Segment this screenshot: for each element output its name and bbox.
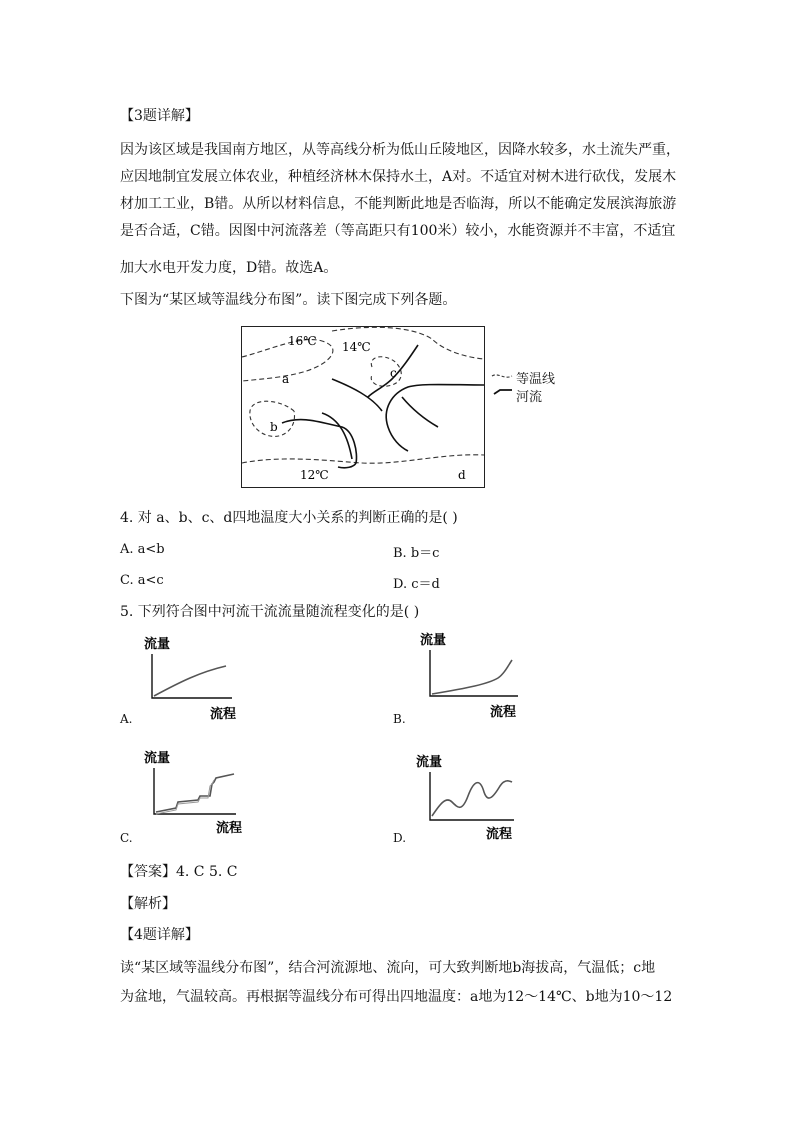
q5-graph-d <box>414 752 534 844</box>
q3-line-2: 应因地制宜发展立体农业，种植经济林木保持水土，A对。不适宜对树木进行砍伐，发展木 <box>120 169 677 185</box>
graph-c-xlabel: 流程 <box>216 821 243 836</box>
graph-c-ylabel: 流量 <box>144 751 171 766</box>
legend-isotherm-label: 等温线 <box>516 372 556 387</box>
isotherm-c-basin <box>371 357 401 387</box>
graph-b-ylabel: 流量 <box>420 633 447 648</box>
graph-d-ylabel: 流量 <box>416 755 443 770</box>
q4-option-d: D. c＝d <box>393 577 440 592</box>
q4-option-b: B. b＝c <box>393 546 440 561</box>
graph-c-curve-shadow <box>156 780 214 814</box>
analysis-heading: 【解析】 <box>120 896 176 912</box>
graph-b-curve <box>432 660 512 694</box>
graph-a-xlabel: 流程 <box>210 707 237 722</box>
isotherm-12 <box>242 455 484 463</box>
graph-a-ylabel: 流量 <box>144 637 171 652</box>
intro-text: 下图为“某区域等温线分布图”。读下图完成下列各题。 <box>120 292 457 308</box>
label-b: b <box>270 420 278 434</box>
q5-graph-a <box>140 634 260 726</box>
legend-isotherm-symbol <box>492 375 512 377</box>
q5-stem: 5. 下列符合图中河流干流流量随流程变化的是( ) <box>120 604 420 620</box>
q5-option-b-letter: B. <box>393 712 406 726</box>
river-branch-5 <box>402 397 438 427</box>
q3-line-5: 加大水电开发力度，D错。故选A。 <box>120 260 338 276</box>
q4-detail-line-2: 为盆地，气温较高。再根据等温线分布可得出四地温度：a地为12～14℃、b地为10～12 <box>120 989 673 1005</box>
legend-symbols <box>490 370 516 400</box>
q5-option-a-letter: A. <box>120 712 133 726</box>
graph-c-curve <box>156 774 234 812</box>
answer-line: 【答案】4. C 5. C <box>120 864 238 880</box>
q3-line-1: 因为该区域是我国南方地区，从等高线分析为低山丘陵地区，因降水较多，水土流失严重， <box>120 142 680 158</box>
q3-line-3: 材加工工业，B错。从所以材料信息，不能判断此地是否临海，所以不能确定发展滨海旅游 <box>120 196 677 212</box>
label-14c: 14℃ <box>342 340 371 354</box>
graph-c-axes <box>154 768 236 814</box>
q4-detail-heading: 【4题详解】 <box>120 927 199 943</box>
graph-a-curve <box>154 666 226 696</box>
q3-heading: 【3题详解】 <box>120 108 199 124</box>
isotherm-map <box>241 326 485 488</box>
river-branch-3 <box>282 420 356 468</box>
q3-line-4: 是否合适，C错。因图中河流落差（等高距只有100米）较小，水能资源并不丰富，不适宜 <box>120 223 676 239</box>
river-branch-4 <box>322 413 352 459</box>
graph-d-curve <box>432 781 512 816</box>
graph-b-xlabel: 流程 <box>490 705 517 720</box>
isotherm-map-drawing <box>242 327 484 487</box>
q4-stem: 4. 对 a、b、c、d四地温度大小关系的判断正确的是( ) <box>120 510 458 526</box>
legend-river-symbol <box>494 390 512 394</box>
q4-option-c: C. a<c <box>120 573 164 588</box>
q4-detail-line-1: 读“某区域等温线分布图”，结合河流源地、流向，可大致判断地b海拔高，气温低；c地 <box>120 960 656 976</box>
label-12c: 12℃ <box>300 468 329 482</box>
label-a: a <box>282 372 290 386</box>
graph-d-axes <box>430 772 514 820</box>
river-main <box>386 385 484 452</box>
label-d: d <box>458 468 466 482</box>
q5-option-d-letter: D. <box>393 831 407 845</box>
q5-graph-c <box>140 746 260 838</box>
label-c: c <box>390 366 397 380</box>
q5-option-c-letter: C. <box>120 831 133 845</box>
q4-option-a: A. a<b <box>120 542 165 557</box>
graph-d-xlabel: 流程 <box>486 827 513 842</box>
label-16c: 16℃ <box>288 334 317 348</box>
q5-graph-b <box>418 630 538 722</box>
graph-b-axes <box>430 650 518 696</box>
legend-river-label: 河流 <box>516 390 543 405</box>
